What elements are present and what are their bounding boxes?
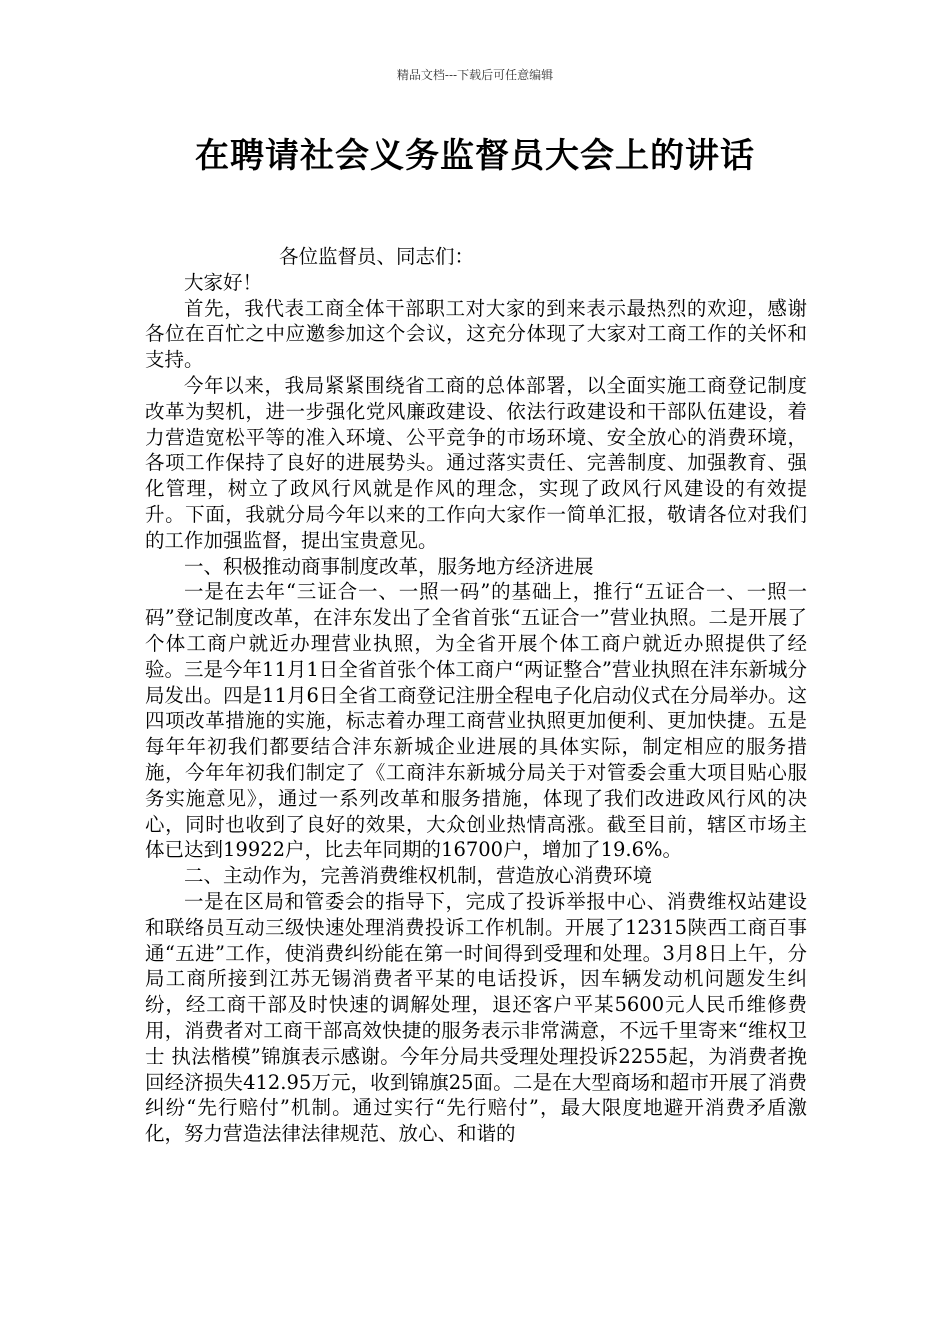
paragraph-greeting: 大家好！ [184,270,263,294]
paragraph-section-2: 一是在区局和管委会的指导下，完成了投诉举报中心、消费维权站建设和联络员互动三级快速处理消费投诉工作机制。开展了12315陕西工商百事通“五进”工作，使消费纠纷能在第一时间得到受理和处理。3月8日上午，分局工商所接到江苏无锡消费者平某的电话投诉，因车辆发动机问题发生纠纷，经工商干部及时快速的调解处理，退还客户平某5600元人民币维修费用，消费者对工商干部高效快捷的服务表示非常满意，不远千里寄来“维权卫士 执法楷模”锦旗表示感谢。今年分局共受理处理投诉2255起，为消费者挽回经济损失412.95万元，收到锦旗25面。二是在大型商场和超市开展了消费纠纷“先行赔付”机制。通过实行“先行赔付”，最大限度地避开消费矛盾激化，努力营造法律法律规范、放心、和谐的 [145,889,807,1146]
section-heading-1: 一、积极推动商事制度改革，服务地方经济进展 [184,554,594,578]
document-title: 在聘请社会义务监督员大会上的讲话 [195,136,755,176]
page-header: 精品文档---下载后可任意编辑 [396,68,554,82]
paragraph-welcome: 首先，我代表工商全体干部职工对大家的到来表示最热烈的欢迎，感谢各位在百忙之中应邀参加这个会议，这充分体现了大家对工商工作的关怀和支持。 [145,296,807,372]
paragraph-section-1: 一是在去年“三证合一、一照一码”的基础上，推行“五证合一、一照一码”登记制度改革，在沣东发出了全省首张“五证合一”营业执照。二是开展了个体工商户就近办理营业执照，为全省开展个体工商户就近办照提供了经验。三是今年11月1日全省首张个体工商户“两证整合”营业执照在沣东新城分局发出。四是11月6日全省工商登记注册全程电子化启动仪式在分局举办。这四项改革措施的实施，标志着办理工商营业执照更加便利、更加快捷。五是每年年初我们都要结合沣东新城企业进展的具体实际，制定相应的服务措施，今年年初我们制定了《工商沣东新城分局关于对管委会重大项目贴心服务实施意见》，通过一系列改革和服务措施，体现了我们改进政风行风的决心，同时也收到了良好的效果，大众创业热情高涨。截至目前，辖区市场主体已达到19922户，比去年同期的16700户，增加了19.6%。 [145,580,807,862]
document-body [145,244,807,1147]
paragraph-overview: 今年以来，我局紧紧围绕省工商的总体部署，以全面实施工商登记制度改革为契机，进一步强化党风廉政建设、依法行政建设和干部队伍建设，着力营造宽松平等的准入环境、公平竞争的市场环境、安全放心的消费环境，各项工作保持了良好的进展势头。通过落实责任、完善制度、加强教育、强化管理，树立了政风行风就是作风的理念，实现了政风行风建设的有效提升。下面，我就分局今年以来的工作向大家作一简单汇报，敬请各位对我们的工作加强监督，提出宝贵意见。 [145,373,807,552]
salutation: 各位监督员、同志们： [279,245,475,268]
section-heading-2: 二、主动作为，完善消费维权机制，营造放心消费环境 [184,864,653,888]
